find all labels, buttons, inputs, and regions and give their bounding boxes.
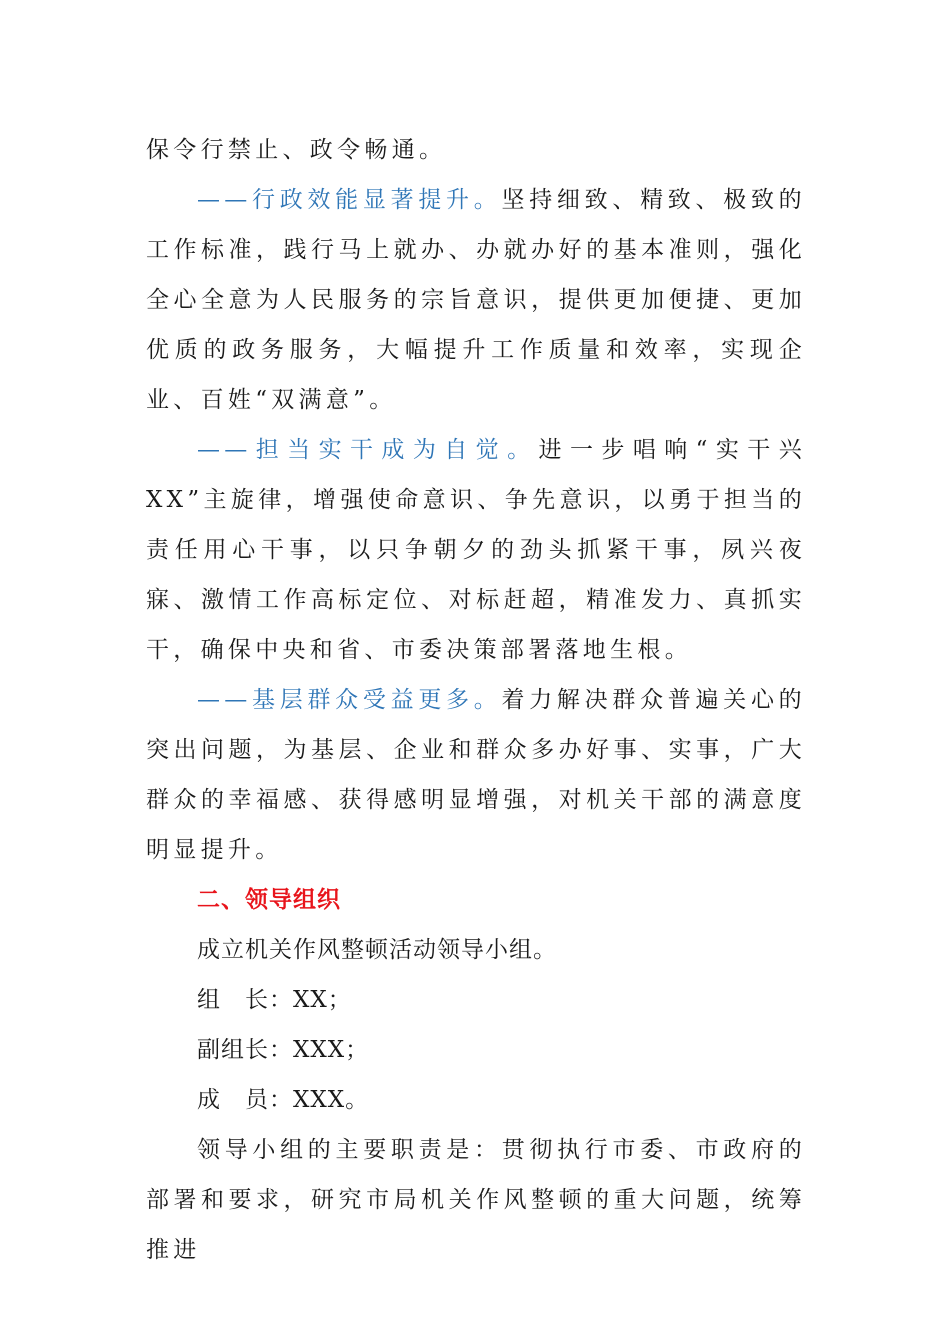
paragraph-members: 成 员：XXX。 — [197, 1087, 370, 1113]
paragraph-admin-efficiency-text: 坚持细致、精致、极致的工作标准，践行马上就办、办就办好的基本准则，强化全心全意为人民服务的宗旨意识，提供更加便捷、更加优质的政务服务，大幅提升工作质量和效率，实现企业、百姓“双满意”。 — [146, 187, 806, 413]
section-heading: 二、领导组织 — [197, 887, 341, 913]
paragraph-1-text: 保令行禁止、政令畅通。 — [146, 137, 447, 163]
document-body — [146, 125, 806, 1275]
paragraph-establish-group: 成立机关作风整顿活动领导小组。 — [197, 937, 557, 963]
paragraph-deputy-leader: 副组长：XXX； — [197, 1037, 370, 1063]
paragraph-grassroots-benefit — [146, 675, 806, 875]
paragraph-admin-efficiency-lead: ——行政效能显著提升。 — [197, 187, 502, 213]
paragraph-group-duties: 领导小组的主要职责是：贯彻执行市委、市政府的部署和要求，研究市局机关作风整顿的重大问题，统筹推进 — [146, 1137, 806, 1263]
paragraph-responsibility-text: 进一步唱响“实干兴XX”主旋律，增强使命意识、争先意识，以勇于担当的责任用心干事，以只争朝夕的劲头抓紧干事，夙兴夜寐、激情工作高标定位、对标赶超，精准发力、真抓实干，确保中央和省、市委决策部署落地生根。 — [146, 437, 806, 663]
paragraph-grassroots-benefit-lead: ——基层群众受益更多。 — [197, 687, 502, 713]
paragraph-1 — [146, 125, 806, 175]
paragraph-responsibility — [146, 425, 806, 675]
paragraph-responsibility-lead: ——担当实干成为自觉。 — [197, 437, 539, 463]
paragraph-grassroots-benefit-text: 着力解决群众普遍关心的突出问题，为基层、企业和群众多办好事、实事，广大群众的幸福感、获得感明显增强，对机关干部的满意度明显提升。 — [146, 687, 806, 863]
paragraph-group-leader: 组 长：XX； — [197, 987, 352, 1013]
paragraph-admin-efficiency — [146, 175, 806, 425]
